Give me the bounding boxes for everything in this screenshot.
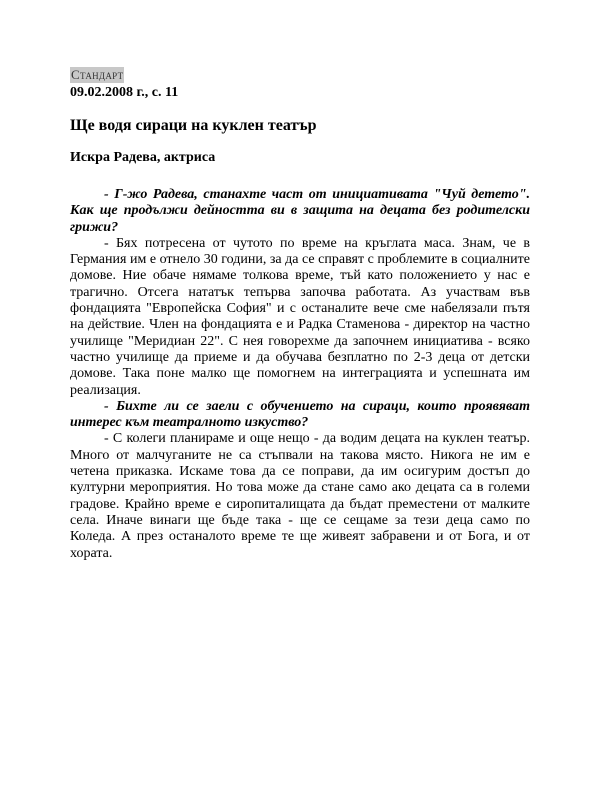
publication-date: 09.02.2008 г., с. 11: [70, 85, 179, 100]
interview-answer: - Бях потресена от чутото по време на кръглата маса. Знам, че в Германия им е отнело 30 години, за да се справят с проблемите в социалните домове. Ние обаче нямаме толкова време, тъй като положението у нас е трагично. Отсега нататък тепърва започва работата. Аз участвам във фондацията "Европейска София" и с останалите вече сме набелязали пътя на действие. Член на фондацията е и Радка Стаменова - директор на частно училище "Меридиан 22". С нея говорехме да започнем инициатива - всяко частно училище да приеме и да обучава безплатно по 2-3 деца от детски домове. Така поне малко ще помогнем на интеграцията и успешната им реализация.: [70, 235, 530, 398]
document-page: [70, 66, 530, 562]
source-line: [70, 66, 530, 84]
article-author: Искра Радева, актриса: [70, 150, 216, 165]
article-title: Ще водя сираци на куклен театър: [70, 117, 317, 134]
interview-question: - Бихте ли се заели с обучението на сираци, които проявяват интерес към театралното изкуство?: [70, 398, 530, 431]
interview-question: - Г-жо Радева, станахте част от инициативата "Чуй детето". Как ще продължи дейността ви в защита на децата без родителски грижи?: [70, 187, 530, 235]
source-name: Стандарт: [71, 67, 124, 82]
article-body: [70, 187, 530, 562]
interview-answer: - С колеги планираме и още нещо - да водим децата на куклен театър. Много от малчуганите не са стъпвали на такова място. Никога не им е четена приказка. Искаме това да се поправи, да им осигурим достъп до културни мероприятия. Но това може да стане само ако децата са в големи градове. Крайно време е сиропиталищата да бъдат преместени от малките села. Иначе винаги ще бъде така - ще се сещаме за тези деца само по Коледа. А през останалото време те ще живеят забравени и от Бога, и от хората.: [70, 431, 530, 561]
